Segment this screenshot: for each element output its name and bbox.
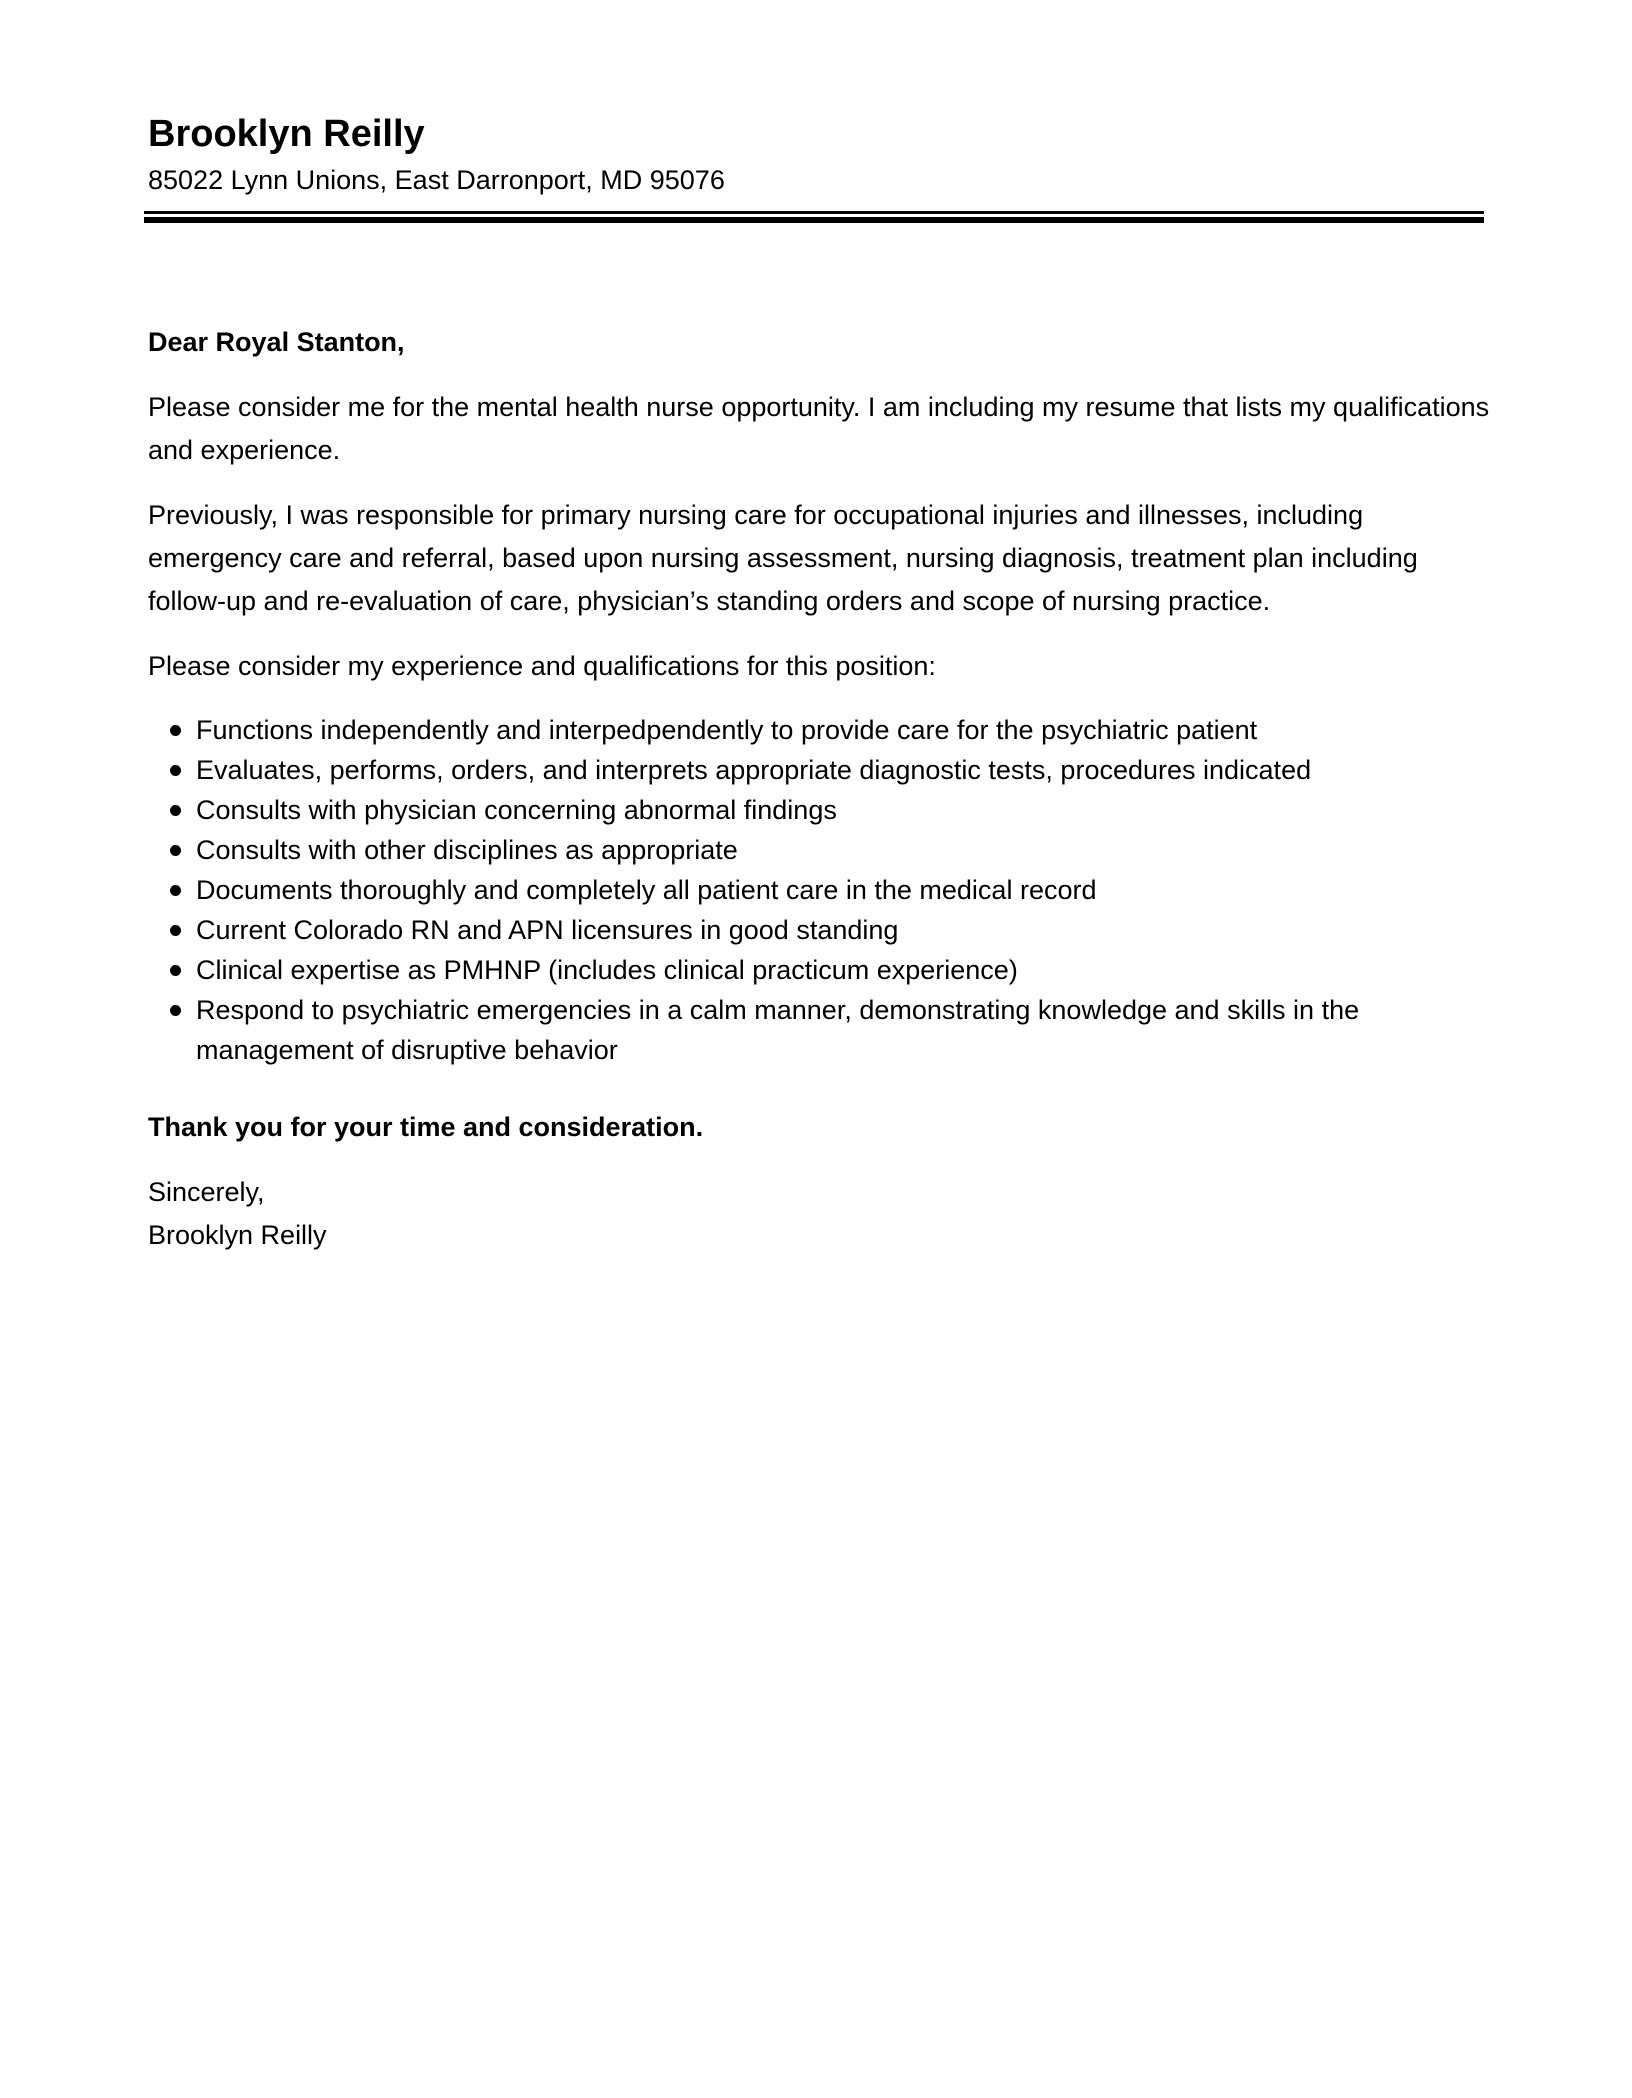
list-item: [148, 790, 1493, 830]
list-item: [148, 990, 1493, 1070]
divider-thin-line: [144, 211, 1484, 214]
bullet-icon: [170, 845, 181, 856]
header-divider: [144, 211, 1484, 223]
bullet-icon: [170, 925, 181, 936]
signature-name: Brooklyn Reilly: [148, 1220, 327, 1250]
bullet-icon: [170, 965, 181, 976]
salutation: Dear Royal Stanton,: [148, 327, 405, 357]
list-item-text: Consults with physician concerning abnormal findings: [196, 795, 837, 825]
list-item-text: Respond to psychiatric emergencies in a calm manner, demonstrating knowledge and skills in the management of disruptive behavior: [196, 995, 1360, 1065]
divider-thick-line: [144, 217, 1484, 223]
experience-paragraph: Previously, I was responsible for primary nursing care for occupational injuries and illnesses, including emergency care and referral, based upon nursing assessment, nursing diagnosis, treatment plan including follow-up and re-evaluation of care, physician’s standing orders and scope of nursing practice.: [148, 500, 1418, 616]
thank-you-line: Thank you for your time and consideration.: [148, 1112, 704, 1142]
list-item-text: Consults with other disciplines as appropriate: [196, 835, 738, 865]
list-item: [148, 910, 1493, 950]
list-item: [148, 830, 1493, 870]
bullet-icon: [170, 725, 181, 736]
sender-name: Brooklyn Reilly: [148, 113, 425, 155]
list-item-text: Functions independently and interpedpendently to provide care for the psychiatric patient: [196, 715, 1258, 745]
closing: Sincerely,: [148, 1177, 265, 1207]
bullet-icon: [170, 805, 181, 816]
letterhead: [148, 108, 1488, 200]
bullet-icon: [170, 1005, 181, 1016]
list-item-text: Current Colorado RN and APN licensures in good standing: [196, 915, 899, 945]
list-item: [148, 710, 1493, 750]
list-item: [148, 750, 1493, 790]
bullet-icon: [170, 765, 181, 776]
list-item-text: Evaluates, performs, orders, and interprets appropriate diagnostic tests, procedures indicated: [196, 755, 1312, 785]
sender-address: 85022 Lynn Unions, East Darronport, MD 95076: [148, 165, 725, 195]
letter-body: [148, 321, 1493, 1257]
qualifications-list: [148, 710, 1493, 1070]
list-item-text: Documents thoroughly and completely all patient care in the medical record: [196, 875, 1097, 905]
intro-paragraph: Please consider me for the mental health nurse opportunity. I am including my resume that lists my qualifications and experience.: [148, 392, 1490, 465]
bullet-icon: [170, 885, 181, 896]
list-item-text: Clinical expertise as PMHNP (includes clinical practicum experience): [196, 955, 1018, 985]
list-item: [148, 870, 1493, 910]
qualifications-intro: Please consider my experience and qualifications for this position:: [148, 651, 936, 681]
list-item: [148, 950, 1493, 990]
